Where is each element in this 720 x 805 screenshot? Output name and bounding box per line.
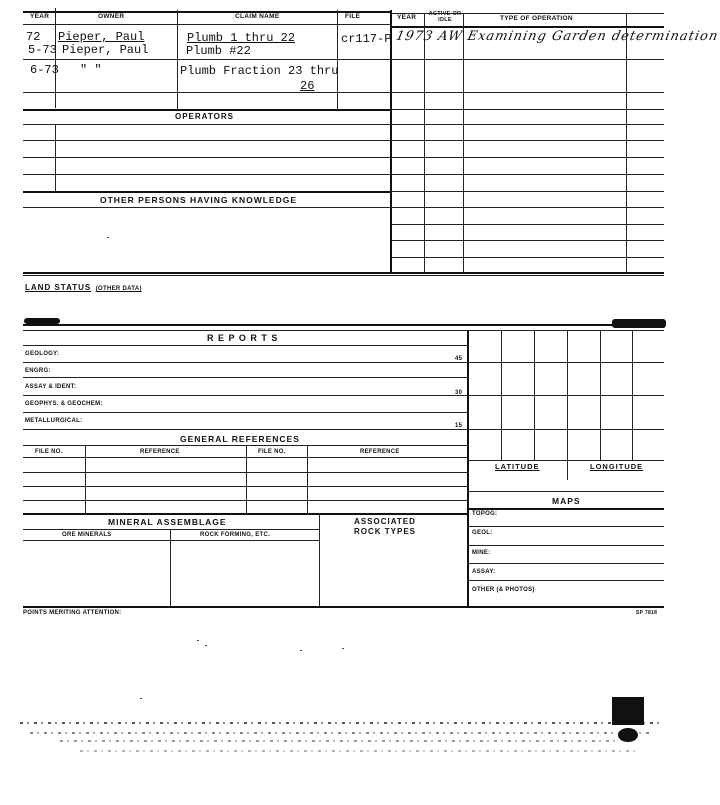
claim-row-1-year: 72	[26, 30, 41, 44]
mineral-vline	[170, 529, 171, 606]
refs-vline-3	[307, 445, 308, 513]
speck	[140, 698, 142, 699]
land-status-sublabel: (OTHER DATA)	[95, 286, 142, 292]
rock-forming-header: ROCK FORMING, ETC.	[200, 532, 271, 538]
claims-vline-3	[337, 10, 338, 110]
points-meriting-label: POINTS MERITING ATTENTION:	[23, 610, 122, 616]
op-row-8	[392, 191, 664, 192]
claims-vline-1	[55, 8, 56, 108]
speck	[300, 650, 302, 651]
op-row-6	[392, 157, 664, 158]
claim-row-2-claim: Plumb #22	[186, 44, 251, 58]
divider-vline	[390, 10, 392, 272]
form-number: SP 7818	[636, 610, 658, 616]
report-num-15: 15	[455, 423, 463, 429]
op-row-10	[392, 224, 664, 225]
report-metallurgical: METALLURGICAL:	[25, 418, 83, 424]
latlong-row-4	[467, 460, 664, 461]
col-header-owner: OWNER	[98, 13, 125, 20]
refs-vline-1	[85, 445, 86, 513]
op-row-11	[392, 240, 664, 241]
maps-row-4	[467, 580, 664, 581]
op-header-year: YEAR	[397, 14, 417, 21]
op-row-4	[392, 124, 664, 125]
scan-noise	[80, 750, 640, 752]
handwritten-operation: 1973 AW Examining Garden determination	[394, 29, 720, 44]
top-section-bottom	[23, 272, 664, 274]
top-border	[23, 11, 391, 13]
reports-rule	[23, 345, 467, 346]
claims-row-rule-1	[23, 59, 390, 60]
rock-types-vline	[319, 513, 320, 606]
report-geology: GEOLOGY:	[25, 351, 60, 357]
claims-vline-2	[177, 10, 178, 110]
speck	[342, 648, 344, 649]
maps-row-3	[467, 563, 664, 564]
refs-vline-2	[246, 445, 247, 513]
claim-row-2-owner: Pieper, Paul	[62, 43, 149, 57]
op-header-rule	[392, 26, 664, 28]
claim-row-2-year: 5-73	[28, 43, 57, 57]
report-rule-1	[23, 362, 467, 363]
scan-noise	[60, 740, 620, 742]
report-assay: ASSAY & IDENT:	[25, 384, 77, 390]
operators-row-1	[23, 140, 390, 141]
op-row-2	[392, 92, 664, 93]
op-row-1	[392, 59, 664, 60]
col-header-file: FILE	[345, 13, 361, 20]
speck	[107, 237, 109, 238]
operators-bottom	[23, 191, 390, 193]
op-vline-2	[463, 13, 464, 273]
map-topog: TOPOG:	[472, 511, 498, 517]
map-assay: ASSAY:	[472, 569, 496, 575]
op-header-active: ACTIVE OR IDLE	[428, 11, 462, 23]
mineral-rule-2	[23, 540, 319, 541]
refs-rule	[23, 445, 467, 446]
latitude-label: LATITUDE	[495, 462, 540, 471]
right-panel-vline	[467, 330, 469, 606]
general-references-heading: GENERAL REFERENCES	[180, 434, 300, 444]
refs-row-2	[23, 486, 467, 487]
land-status-heading	[25, 277, 142, 295]
refs-header-reference-1: REFERENCE	[140, 449, 180, 455]
op-vline-3	[626, 13, 627, 273]
claims-bottom-rule	[23, 109, 390, 111]
operators-heading: OPERATORS	[175, 112, 234, 121]
claim-row-4-claim: 26	[300, 79, 315, 93]
lower-bottom-rule	[23, 606, 664, 608]
maps-rule	[467, 508, 664, 510]
reports-heading: R E P O R T S	[207, 333, 279, 343]
report-engrg: ENGRG:	[25, 368, 51, 374]
col-header-claim-name: CLAIM NAME	[235, 13, 280, 20]
mineral-assemblage-heading: MINERAL ASSEMBLAGE	[108, 517, 227, 527]
claim-row-1-claim: Plumb 1 thru 22	[187, 31, 296, 45]
refs-bottom	[23, 513, 467, 515]
op-row-7	[392, 174, 664, 175]
latlong-row-3	[467, 429, 664, 430]
associated-rock-types-heading: ASSOCIATED ROCK TYPES	[353, 517, 416, 536]
op-header-type: TYPE OF OPERATION	[500, 15, 573, 22]
speck	[197, 640, 199, 641]
report-geophys: GEOPHYS. & GEOCHEM:	[25, 401, 103, 407]
header-rule	[23, 24, 391, 25]
col-header-year: YEAR	[30, 13, 50, 20]
speck	[205, 645, 207, 646]
op-row-9	[392, 207, 664, 208]
operators-row-3	[23, 174, 390, 175]
claim-row-1-file: cr117-P	[341, 32, 392, 46]
map-other: OTHER (& PHOTOS)	[472, 587, 535, 593]
refs-header-reference-2: REFERENCE	[360, 449, 400, 455]
maps-top-rule	[467, 491, 664, 492]
other-persons-rule	[23, 207, 390, 208]
maps-row-2	[467, 545, 664, 546]
map-geol: GEOL:	[472, 530, 493, 536]
ink-block	[612, 697, 644, 725]
report-num-30: 30	[455, 390, 463, 396]
operators-vline	[55, 124, 56, 191]
map-mine: MINE:	[472, 550, 491, 556]
report-rule-4	[23, 412, 467, 413]
report-num-45: 45	[455, 356, 463, 362]
maps-heading: MAPS	[552, 496, 581, 506]
report-rule-3	[23, 395, 467, 396]
longitude-label: LONGITUDE	[590, 462, 644, 471]
claim-row-3-owner: " "	[80, 63, 102, 77]
ink-block	[618, 728, 638, 742]
op-row-12	[392, 257, 664, 258]
refs-row-1	[23, 472, 467, 473]
land-status-label: LAND STATUS	[25, 283, 92, 292]
claims-row-rule-2	[23, 92, 390, 93]
other-persons-heading: OTHER PERSONS HAVING KNOWLEDGE	[100, 195, 298, 205]
refs-row-3	[23, 500, 467, 501]
latlong-row-1	[467, 362, 664, 363]
refs-header-file-no-2: FILE NO.	[258, 449, 286, 455]
latlong-vline-3	[567, 330, 568, 480]
mineral-rule	[23, 529, 319, 530]
operators-row-2	[23, 157, 390, 158]
latlong-row-2	[467, 395, 664, 396]
op-vline-1	[424, 13, 425, 273]
op-row-5	[392, 140, 664, 141]
claim-row-1-owner: Pieper, Paul	[58, 30, 145, 44]
scan-noise	[30, 732, 650, 734]
claim-row-3-claim: Plumb Fraction 23 thru	[180, 64, 339, 78]
maps-row-1	[467, 526, 664, 527]
top-section-bottom-2	[23, 275, 664, 276]
claim-row-3-year: 6-73	[30, 63, 59, 77]
report-rule-5	[23, 429, 467, 430]
refs-rule-2	[23, 457, 467, 458]
ore-minerals-header: ORE MINERALS	[62, 532, 112, 538]
scan-noise	[20, 722, 660, 724]
lower-top-rule	[23, 324, 664, 326]
operators-rule	[23, 124, 390, 125]
refs-header-file-no-1: FILE NO.	[35, 449, 63, 455]
report-rule-2	[23, 377, 467, 378]
op-row-3	[392, 109, 664, 110]
